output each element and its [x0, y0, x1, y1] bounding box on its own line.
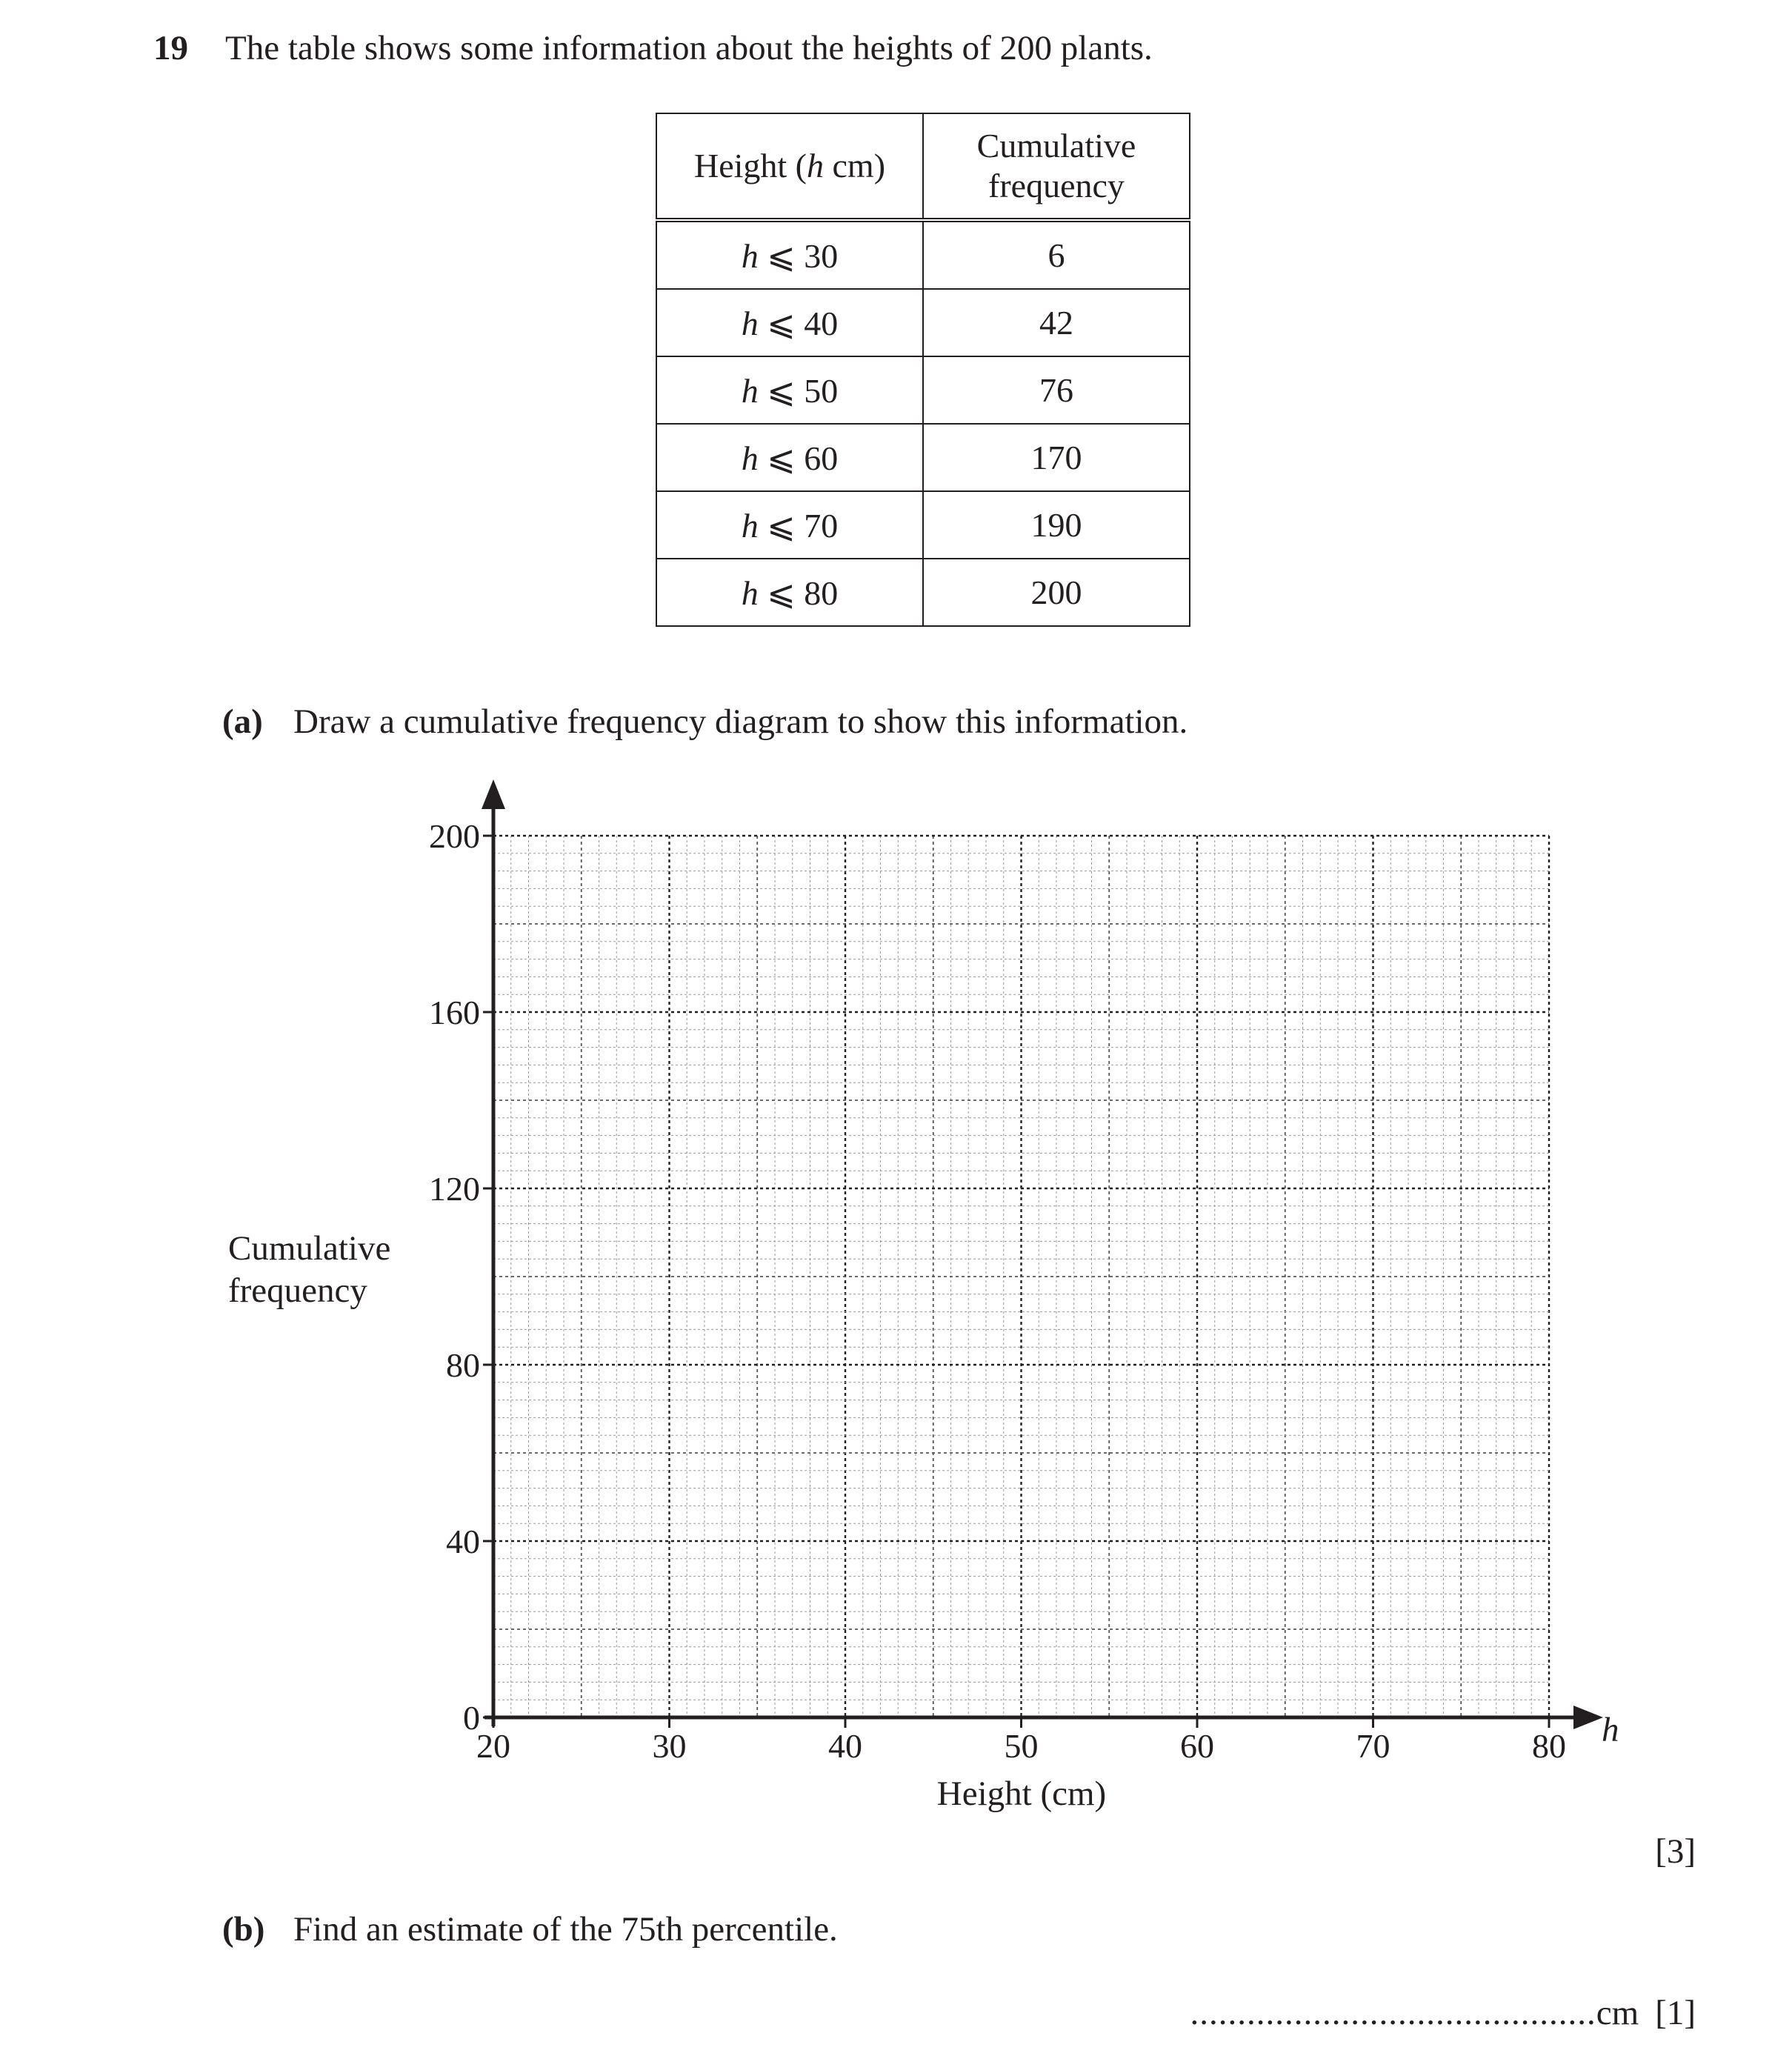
x-tick-label: 30: [652, 1727, 687, 1765]
height-cell: h ⩽ 50: [656, 356, 923, 424]
x-tick-label: 70: [1356, 1727, 1390, 1765]
question-number: 19: [153, 29, 188, 67]
y-tick-label: 120: [429, 1170, 480, 1208]
x-tick-label: 60: [1180, 1727, 1214, 1765]
height-cell: h ⩽ 80: [656, 559, 923, 626]
x-tick-label: 50: [1004, 1727, 1039, 1765]
x-axis-arrowhead: [1573, 1706, 1603, 1729]
height-cell: h ⩽ 60: [656, 424, 923, 491]
x-tick-label: 80: [1532, 1727, 1566, 1765]
x-axis-symbol: h: [1602, 1711, 1619, 1749]
answer-unit: cm: [1596, 1994, 1639, 2032]
answer-line[interactable]: [1190, 1990, 1696, 2036]
cf-cell: 76: [923, 356, 1190, 424]
part-b-prompt: (b) Find an estimate of the 75th percentile.: [222, 1910, 838, 1949]
y-tick-label: 160: [429, 994, 480, 1031]
y-tick-label: 80: [446, 1346, 480, 1384]
part-a-prompt: (a) Draw a cumulative frequency diagram to show this information.: [222, 702, 1188, 741]
height-cell: h ⩽ 40: [656, 289, 923, 356]
y-tick-label: 0: [463, 1699, 480, 1737]
header-height: Height (h cm): [656, 113, 923, 220]
cf-cell: 170: [923, 424, 1190, 491]
x-axis-label: Height (cm): [936, 1774, 1107, 1813]
cf-cell: 190: [923, 491, 1190, 559]
y-axis-label-line1: Cumulative: [228, 1229, 391, 1268]
x-tick-label: 40: [828, 1727, 862, 1765]
graph-axes: [482, 779, 1603, 1729]
part-b-marks: [1]: [1655, 1994, 1696, 2032]
y-axis-arrowhead: [482, 779, 505, 809]
answer-dots[interactable]: ...........................................: [1190, 1994, 1596, 2032]
graph-grid: [493, 836, 1549, 1717]
cf-cell: 200: [923, 559, 1190, 626]
question-text: The table shows some information about the heights of 200 plants.: [225, 29, 1153, 67]
cf-cell: 6: [923, 220, 1190, 289]
x-tick-label: 20: [476, 1727, 510, 1765]
y-tick-label: 200: [429, 817, 480, 855]
part-a-marks: [3]: [1655, 1832, 1696, 1871]
y-tick-label: 40: [446, 1523, 480, 1560]
header-cumulative-frequency: Cumulative frequency: [923, 113, 1190, 220]
y-axis-label-line2: frequency: [228, 1271, 367, 1310]
cf-cell: 42: [923, 289, 1190, 356]
height-cell: h ⩽ 70: [656, 491, 923, 559]
height-cell: h ⩽ 30: [656, 220, 923, 289]
